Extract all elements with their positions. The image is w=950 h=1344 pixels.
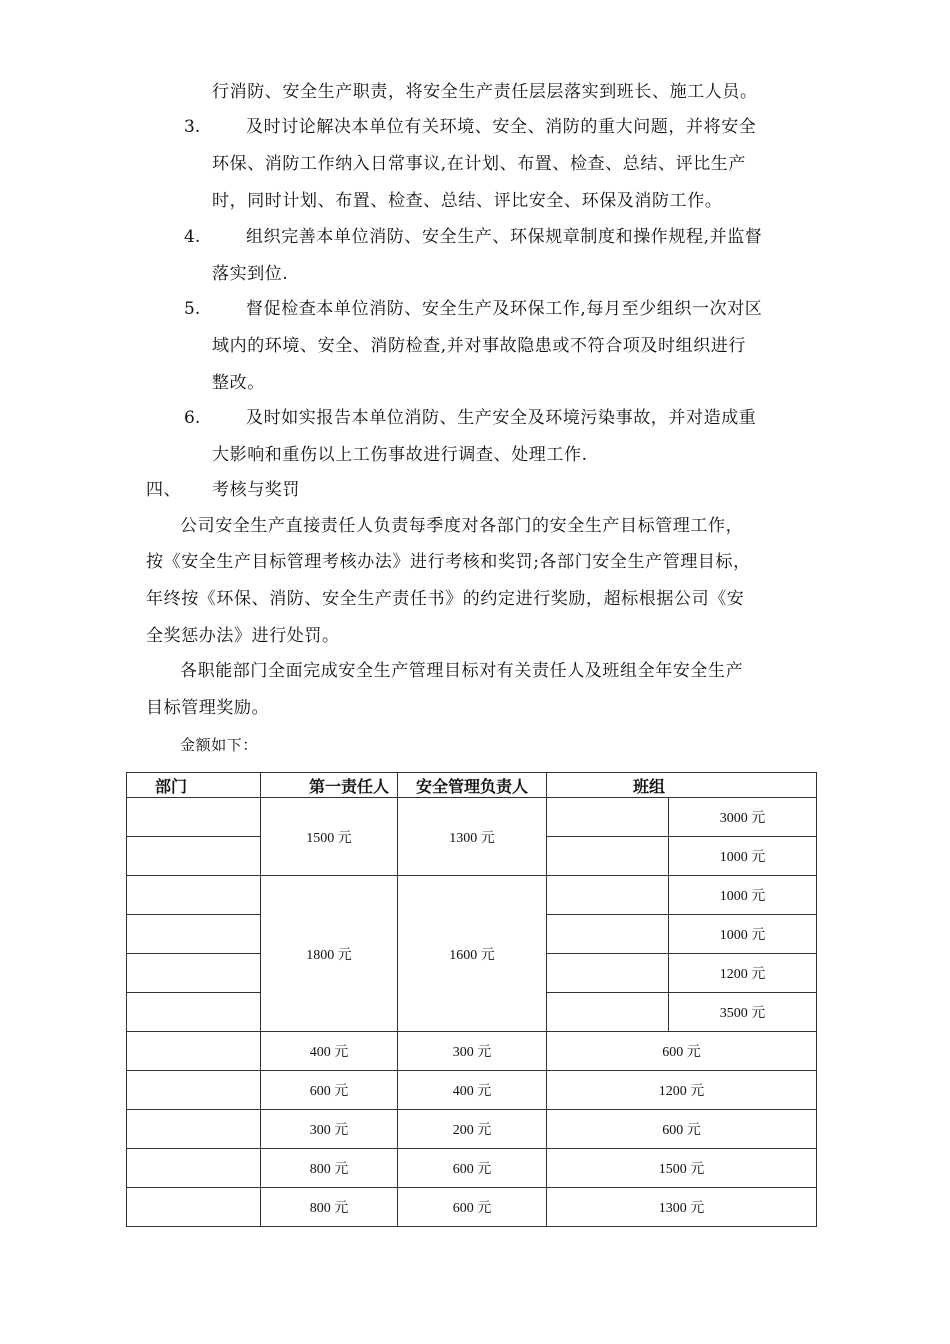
team-name-cell <box>547 915 669 954</box>
first-amount: 800 元 <box>261 1149 398 1188</box>
award-table <box>126 772 817 1227</box>
group2-first-amount: 1800 元 <box>261 876 398 1032</box>
safety-amount: 600 元 <box>398 1149 547 1188</box>
department-cell <box>127 993 261 1032</box>
department-cell <box>127 837 261 876</box>
table-row <box>127 1071 817 1110</box>
item6-line-2: 大影响和重伤以上工伤事故进行调查、处理工作. <box>212 445 588 465</box>
group2-safety-amount: 1600 元 <box>398 876 547 1032</box>
group2-team-amount-3: 1200 元 <box>669 954 817 993</box>
amount-intro: 金额如下： <box>180 736 259 754</box>
para2-line-2: 目标管理奖励。 <box>146 698 270 718</box>
table-row <box>127 798 817 837</box>
team-name-cell <box>547 798 669 837</box>
item6-line-1: 及时如实报告本单位消防、生产安全及环境污染事故，并对造成重 <box>246 408 757 428</box>
item4-line-2: 落实到位. <box>212 264 289 284</box>
para1-line-4: 全奖惩办法》进行处罚。 <box>146 626 340 646</box>
para1-line-1: 公司安全生产直接责任人负责每季度对各部门的安全生产目标管理工作， <box>180 516 744 536</box>
first-amount: 800 元 <box>261 1188 398 1227</box>
table-row <box>127 1032 817 1071</box>
item5-line-1: 督促检查本单位消防、安全生产及环保工作,每月至少组织一次对区 <box>246 299 763 319</box>
item3-number: 3. <box>184 117 201 137</box>
team-amount: 1300 元 <box>547 1188 817 1227</box>
team-amount: 600 元 <box>547 1110 817 1149</box>
table-row <box>127 1110 817 1149</box>
item4-line-1: 组织完善本单位消防、安全生产、环保规章制度和操作规程,并监督 <box>246 227 763 247</box>
para1-line-2: 按《安全生产目标管理考核办法》进行考核和奖罚;各部门安全生产管理目标， <box>146 552 751 572</box>
header-department: 部门 <box>127 773 261 798</box>
department-cell <box>127 1188 261 1227</box>
item3-line-1: 及时讨论解决本单位有关环境、安全、消防的重大问题，并将安全 <box>246 117 757 137</box>
item5-line-2: 域内的环境、安全、消防检查,并对事故隐患或不符合项及时组织进行 <box>212 336 747 356</box>
table-header-row <box>127 773 817 798</box>
department-cell <box>127 876 261 915</box>
para2-line-1: 各职能部门全面完成安全生产管理目标对有关责任人及班组全年安全生产 <box>180 661 744 681</box>
first-amount: 600 元 <box>261 1071 398 1110</box>
item3-line-3: 时，同时计划、布置、检查、总结、评比安全、环保及消防工作。 <box>212 191 723 211</box>
department-cell <box>127 1071 261 1110</box>
team-amount: 1200 元 <box>547 1071 817 1110</box>
team-name-cell <box>547 837 669 876</box>
safety-amount: 200 元 <box>398 1110 547 1149</box>
department-cell <box>127 954 261 993</box>
group1-team-amount-1: 3000 元 <box>669 798 817 837</box>
team-name-cell <box>547 954 669 993</box>
group1-team-amount-2: 1000 元 <box>669 837 817 876</box>
item4-number: 4. <box>184 227 201 247</box>
header-first-responsible: 第一责任人 <box>261 773 398 798</box>
team-name-cell <box>547 993 669 1032</box>
item6-number: 6. <box>184 408 201 428</box>
department-cell <box>127 1149 261 1188</box>
group1-first-amount: 1500 元 <box>261 798 398 876</box>
group2-team-amount-4: 3500 元 <box>669 993 817 1032</box>
team-amount: 600 元 <box>547 1032 817 1071</box>
table-row <box>127 1188 817 1227</box>
header-team: 班组 <box>547 773 817 798</box>
group2-team-amount-1: 1000 元 <box>669 876 817 915</box>
item5-line-3: 整改。 <box>212 373 265 393</box>
first-amount: 300 元 <box>261 1110 398 1149</box>
team-amount: 1500 元 <box>547 1149 817 1188</box>
section4-number: 四、 <box>146 480 182 500</box>
department-cell <box>127 915 261 954</box>
safety-amount: 400 元 <box>398 1071 547 1110</box>
group1-safety-amount: 1300 元 <box>398 798 547 876</box>
para1-line-3: 年终按《环保、消防、安全生产责任书》的约定进行奖励，超标根据公司《安 <box>146 589 745 609</box>
section4-title: 考核与奖罚 <box>212 480 300 500</box>
table-row <box>127 876 817 915</box>
safety-amount: 600 元 <box>398 1188 547 1227</box>
department-cell <box>127 798 261 837</box>
item2-continuation: 行消防、安全生产职责，将安全生产责任层层落实到班长、施工人员。 <box>212 82 758 102</box>
header-safety-manager: 安全管理负责人 <box>398 773 547 798</box>
group2-team-amount-2: 1000 元 <box>669 915 817 954</box>
team-name-cell <box>547 876 669 915</box>
department-cell <box>127 1032 261 1071</box>
item3-line-2: 环保、消防工作纳入日常事议,在计划、布置、检查、总结、评比生产 <box>212 154 747 174</box>
department-cell <box>127 1110 261 1149</box>
safety-amount: 300 元 <box>398 1032 547 1071</box>
item5-number: 5. <box>184 299 201 319</box>
table-row <box>127 1149 817 1188</box>
first-amount: 400 元 <box>261 1032 398 1071</box>
